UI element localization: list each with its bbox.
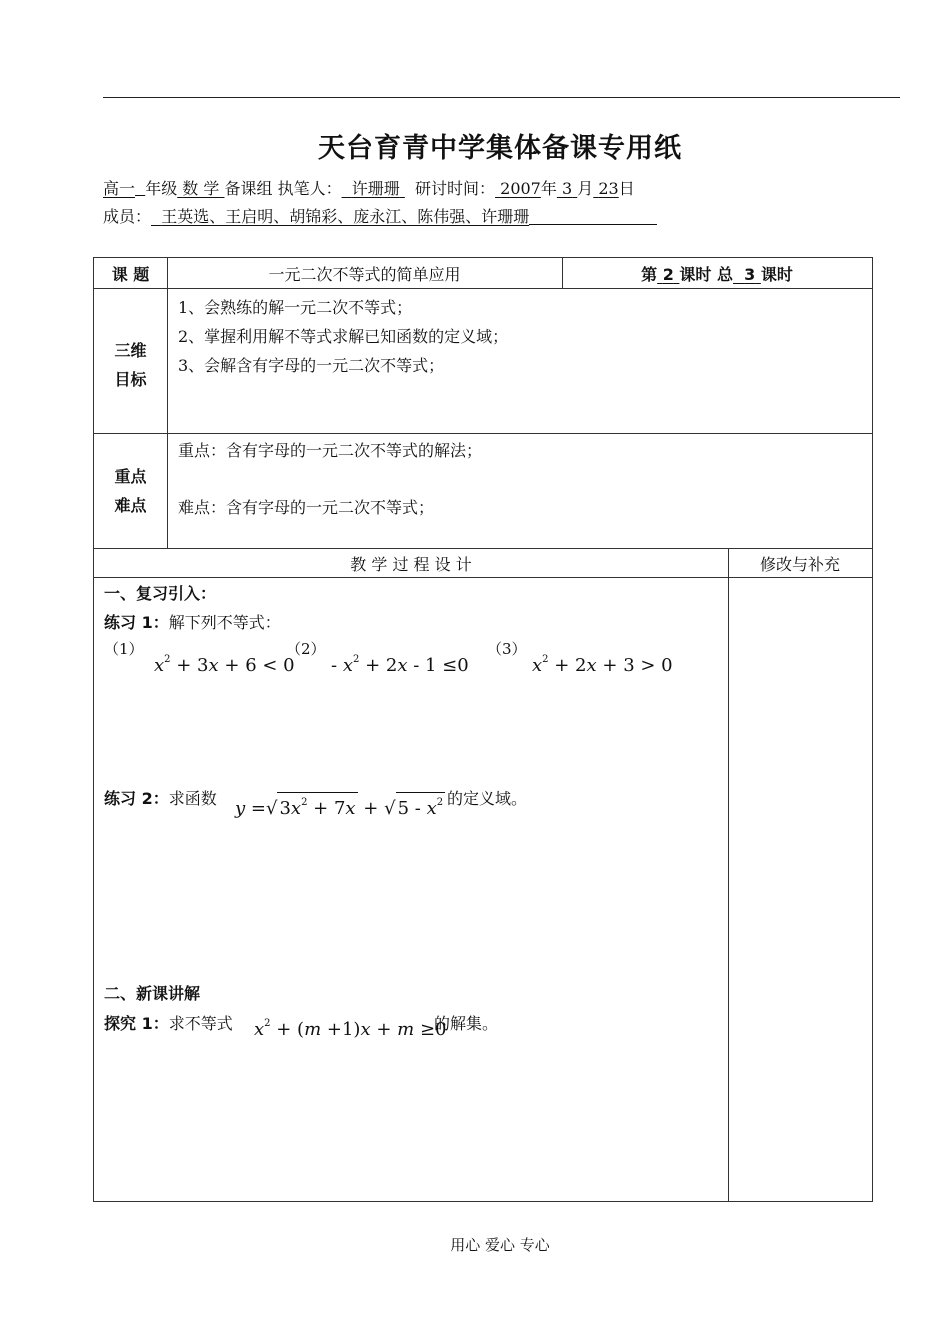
day-value: 23 <box>598 179 619 198</box>
grade-value: 高一 <box>103 179 136 198</box>
lesson-prefix: 第 <box>641 265 658 284</box>
meta-line-1 <box>103 176 635 199</box>
top-rule <box>103 97 900 98</box>
problem-3-number: （3） <box>487 640 527 658</box>
problem-2-formula: - $x^2 + 2x - 1 \le 0$ <box>331 654 469 676</box>
topic-value: 一元二次不等式的简单应用 <box>268 265 461 284</box>
goals-label-1: 三维 <box>114 341 147 360</box>
time-label: 研讨时间： <box>415 179 496 198</box>
explore-1-text: 求不等式 <box>168 1014 233 1033</box>
author-value: 许珊珊 <box>351 179 400 198</box>
section-2-heading: 二、新课讲解 <box>104 984 201 1003</box>
key-point: 重点：含有字母的一元二次不等式的解法； <box>178 441 483 460</box>
exercise-1 <box>104 610 281 633</box>
members-value: 王英选、王启明、胡锦彩、庞永江、陈伟强、许珊珊 <box>161 207 530 226</box>
lesson-mid: 课时 总 <box>679 265 733 284</box>
month-label: 月 <box>577 179 594 198</box>
lesson-count <box>562 262 872 285</box>
section-1-heading: 一、复习引入： <box>104 584 217 603</box>
lesson-table <box>93 257 873 1202</box>
page-footer: 用心 爱心 专心 <box>450 1236 550 1254</box>
year-value: 2007 <box>500 179 541 198</box>
problem-2-number: （2） <box>286 640 326 658</box>
exercise-2-formula: y =√ $3x^2 + 7x$ + √ $5 - x^2$ <box>235 792 445 819</box>
problem-1-formula: $x^2 + 3x + 6 < 0$ <box>154 654 295 676</box>
exercise-1-text: 解下列不等式： <box>168 613 281 632</box>
exercise-1-label: 练习 1： <box>104 613 169 632</box>
lesson-total: 3 <box>744 265 756 284</box>
design-header: 教 学 过 程 设 计 <box>350 555 472 574</box>
key-label <box>94 462 167 520</box>
goal-item: 3、会解含有字母的一元二次不等式； <box>178 356 445 375</box>
month-value: 3 <box>561 179 573 198</box>
explore-1-formula: $x^2 + (m +1)x + m \ge 0$ <box>254 1018 447 1040</box>
lesson-suffix: 课时 <box>760 265 793 284</box>
exercise-2-suffix: 的定义域。 <box>447 789 528 808</box>
page-title: 天台育青中学集体备课专用纸 <box>318 133 682 164</box>
explore-1-suffix: 的解集。 <box>434 1014 499 1033</box>
goal-item: 2、掌握利用解不等式求解已知函数的定义域； <box>178 327 509 346</box>
explore-1 <box>104 1011 233 1034</box>
key-label-2: 难点 <box>114 496 147 515</box>
goals-list <box>178 293 508 380</box>
subject-value: 数 学 <box>182 179 220 198</box>
difficult-point: 难点：含有字母的一元二次不等式； <box>178 498 435 517</box>
goal-item: 1、会熟练的解一元二次不等式； <box>178 298 413 317</box>
key-label-1: 重点 <box>114 467 147 486</box>
group-label: 备课组 执笔人： <box>224 179 342 198</box>
exercise-2-text: 求函数 <box>168 789 217 808</box>
lesson-no: 2 <box>662 265 674 284</box>
exercise-2 <box>104 786 217 809</box>
meta-line-2 <box>103 204 657 227</box>
topic-label: 课 题 <box>111 265 150 284</box>
explore-1-label: 探究 1： <box>104 1014 169 1033</box>
notes-header: 修改与补充 <box>759 555 840 574</box>
problem-1-number: （1） <box>104 640 144 658</box>
exercise-2-label: 练习 2： <box>104 789 169 808</box>
day-label: 日 <box>618 179 635 198</box>
goals-label <box>94 336 167 394</box>
problem-3-formula: $x^2 + 2x + 3 > 0$ <box>532 654 673 676</box>
year-label: 年 <box>540 179 557 198</box>
goals-label-2: 目标 <box>114 370 147 389</box>
grade-label: 年级 <box>145 179 178 198</box>
members-label: 成员： <box>103 207 152 226</box>
